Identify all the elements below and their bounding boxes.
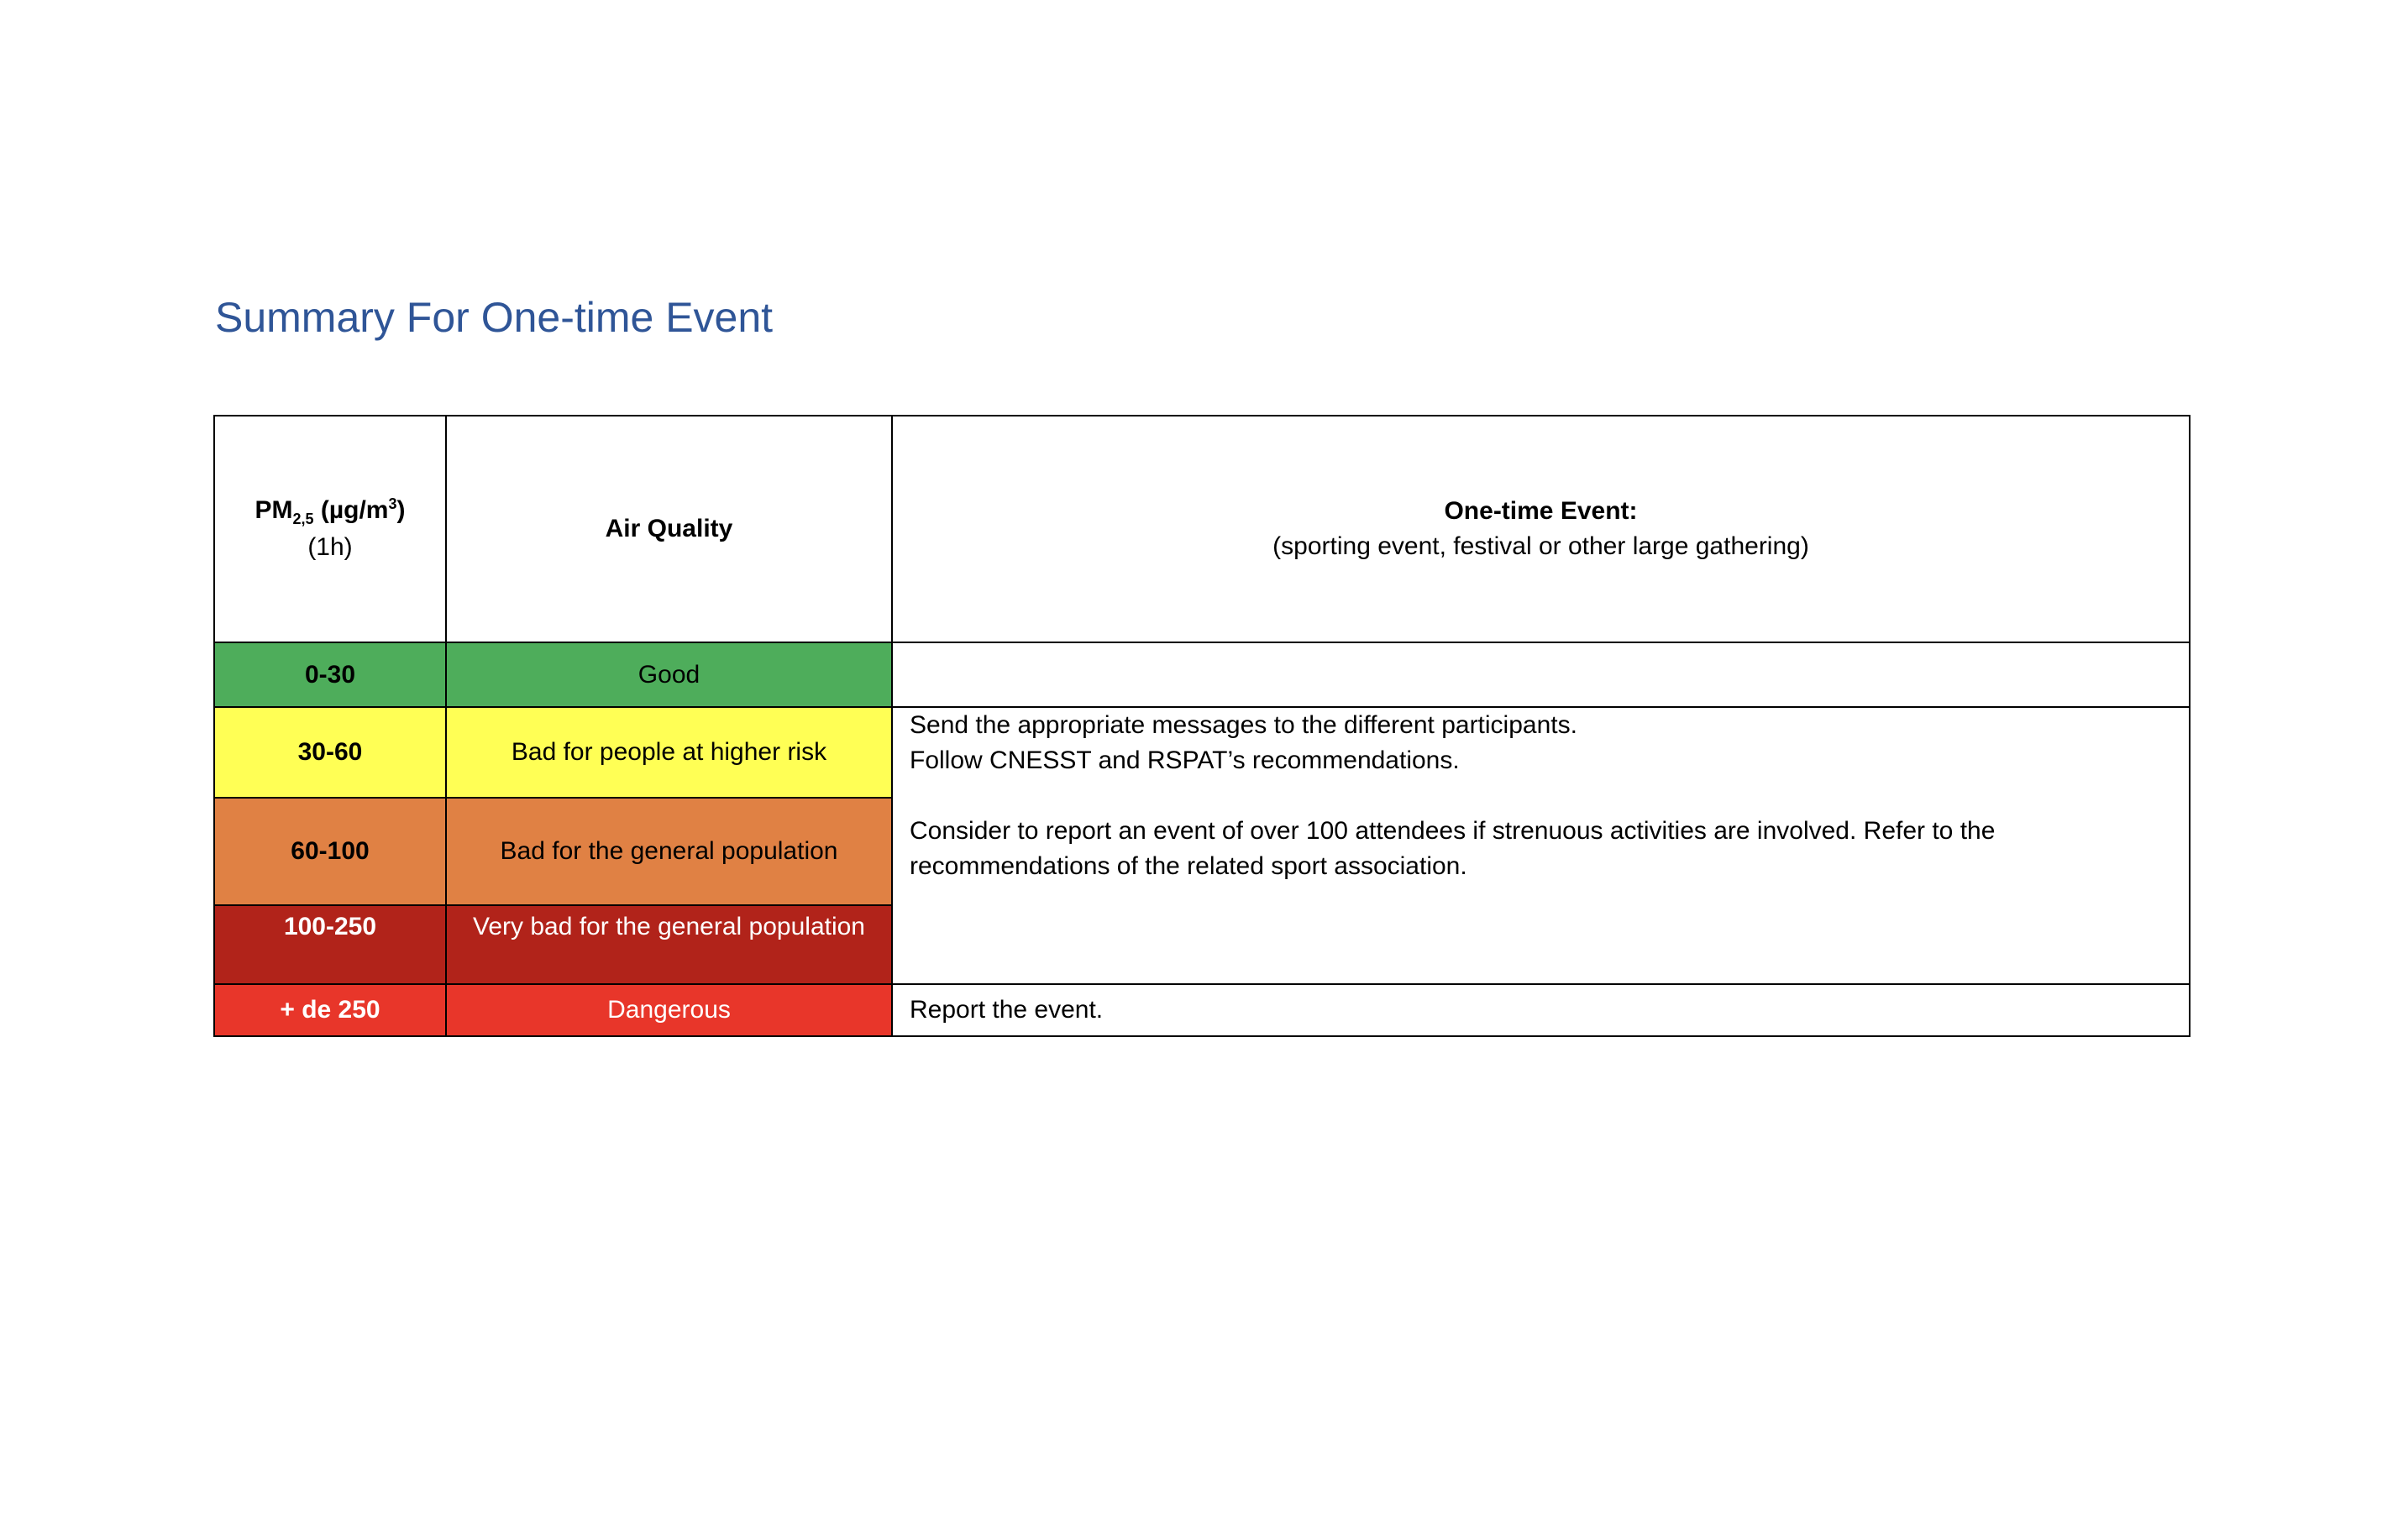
- pm-unit-close: ): [396, 495, 406, 524]
- quality-cell: Good: [446, 642, 892, 707]
- range-cell: 0-30: [214, 642, 446, 707]
- table-row-higher-risk: [214, 707, 2190, 798]
- pm-unit-open: (µg/m: [313, 495, 389, 524]
- range-cell: + de 250: [214, 984, 446, 1036]
- pm-period: (1h): [307, 533, 353, 562]
- range-cell: 30-60: [214, 707, 446, 798]
- range-cell: 100-250: [214, 905, 446, 984]
- range-cell: 60-100: [214, 798, 446, 905]
- pm-label: PM: [254, 495, 293, 524]
- event-action-cell-shared: [892, 707, 2190, 984]
- table-row-good: [214, 642, 2190, 707]
- quality-cell: Bad for people at higher risk: [446, 707, 892, 798]
- quality-cell: Dangerous: [446, 984, 892, 1036]
- event-header-title: One-time Event:: [1444, 497, 1638, 525]
- event-action-line: Follow CNESST and RSPAT’s recommendations.: [910, 746, 1460, 774]
- event-header-subtitle: (sporting event, festival or other large gathering): [1272, 532, 1809, 560]
- event-action-cell-good: [892, 642, 2190, 707]
- table-row-dangerous: [214, 984, 2190, 1036]
- pm25-column-header: [214, 416, 446, 642]
- pm-superscript: 3: [388, 495, 397, 512]
- quality-cell: Very bad for the general population: [446, 905, 892, 984]
- event-action-cell-dangerous: Report the event.: [892, 984, 2190, 1036]
- pm-subscript: 2,5: [292, 510, 314, 527]
- quality-cell: Bad for the general population: [446, 798, 892, 905]
- event-action-line: Consider to report an event of over 100 attendees if strenuous activities are involved. Refer to the recommendations of the related sport association.: [910, 817, 1996, 880]
- event-action-line: Send the appropriate messages to the different participants.: [910, 711, 1577, 739]
- air-quality-column-header: Air Quality: [446, 416, 892, 642]
- page-title: Summary For One-time Event: [215, 294, 774, 341]
- event-column-header: [892, 416, 2190, 642]
- air-quality-summary-table: [213, 415, 2190, 1037]
- table-header-row: [214, 416, 2190, 642]
